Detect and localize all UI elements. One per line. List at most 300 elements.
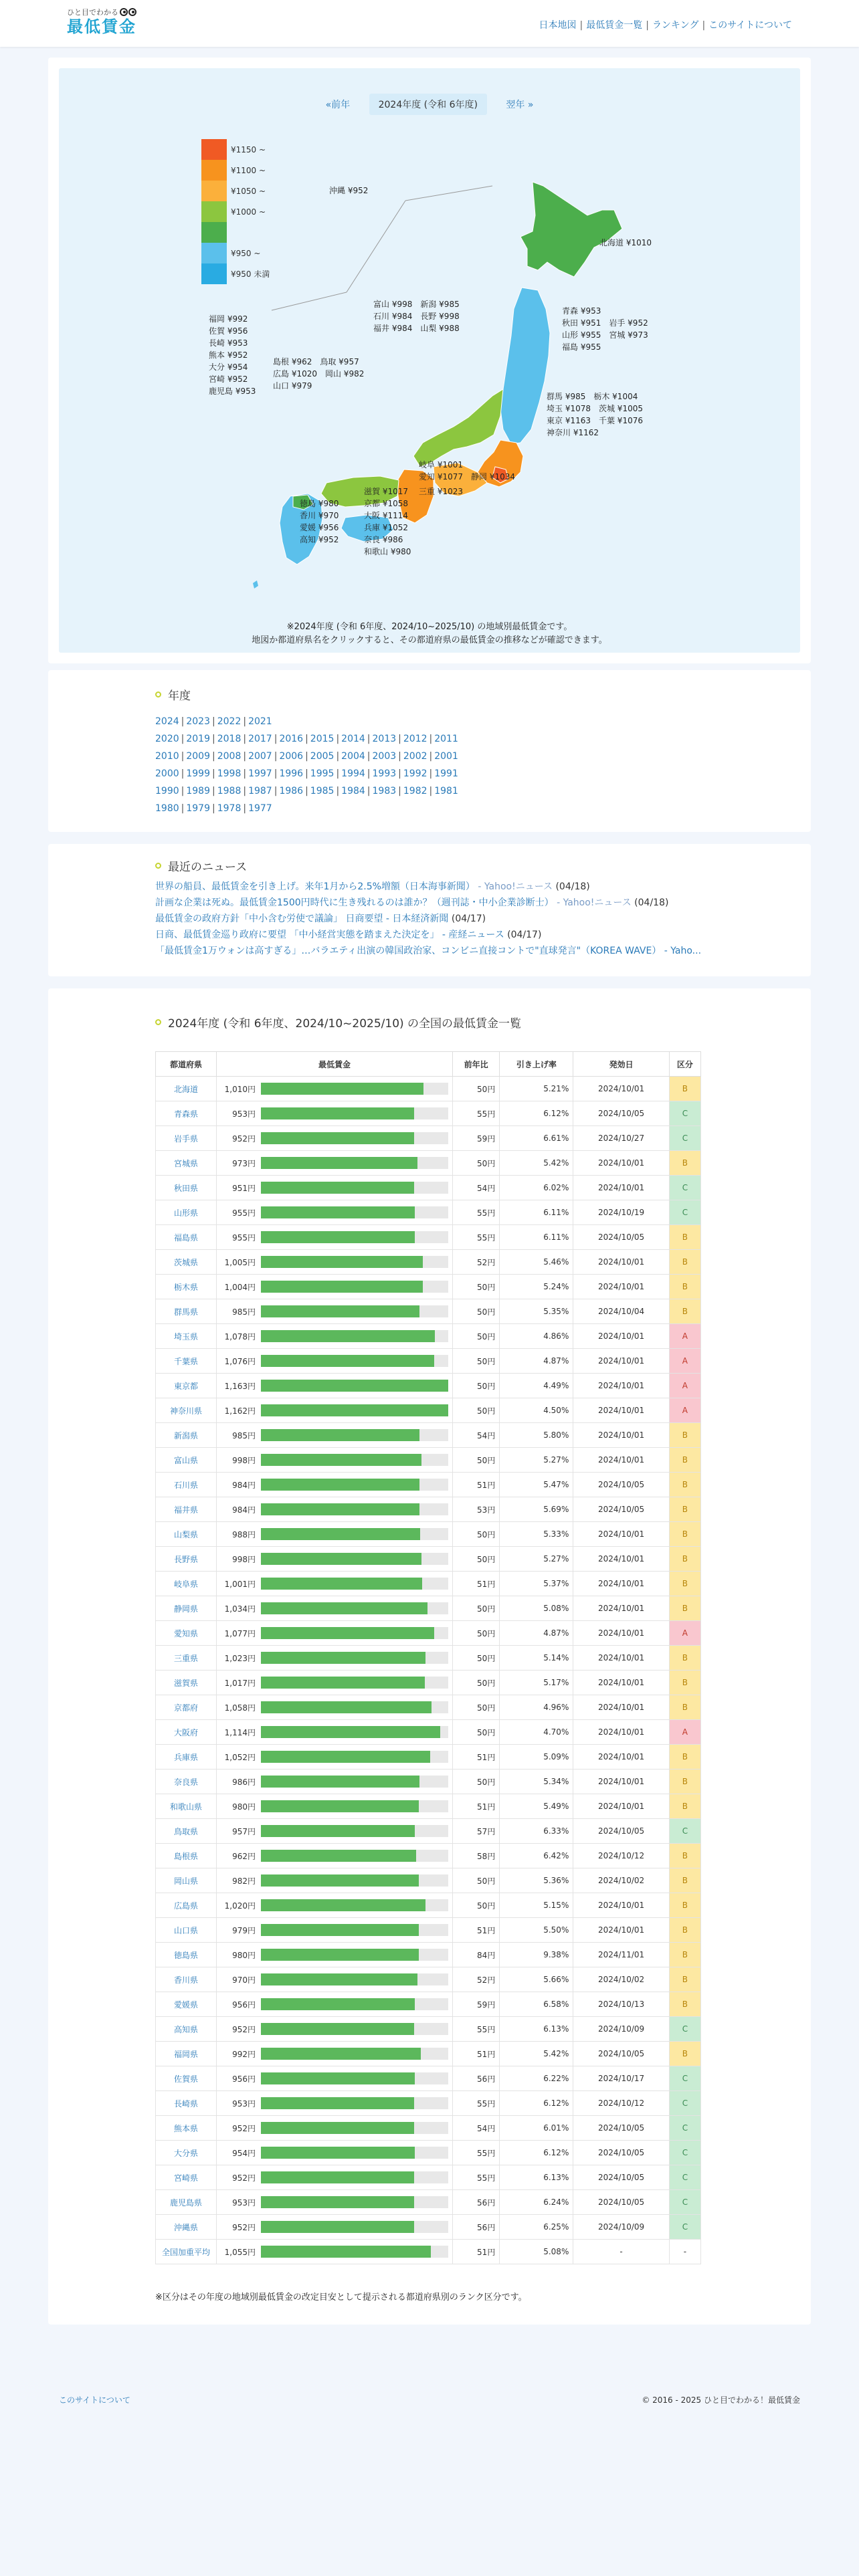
rank-cell: A: [669, 1324, 700, 1349]
prefecture-link[interactable]: 宮崎県: [173, 2173, 198, 2183]
prefecture-cell: [156, 1225, 217, 1250]
effective-date-cell: 2024/10/01: [573, 1720, 669, 1745]
prefecture-link[interactable]: 滋賀県: [173, 1678, 198, 1688]
year-link[interactable]: 2001: [434, 751, 458, 762]
rate-cell: 6.33%: [500, 1819, 573, 1844]
prefecture-link[interactable]: 福岡県: [173, 2049, 198, 2059]
year-link[interactable]: 1978: [217, 803, 242, 814]
rank-cell: B: [669, 1522, 700, 1547]
wage-cell: [217, 1794, 453, 1819]
wage-bar: [261, 1503, 448, 1515]
rate-cell: 4.96%: [500, 1695, 573, 1720]
nav-japan-map[interactable]: 日本地図: [539, 20, 577, 31]
table-row: [156, 1572, 701, 1596]
separator: |: [181, 716, 185, 727]
year-link[interactable]: 1998: [217, 768, 242, 779]
increase-cell: 84円: [453, 1943, 500, 1967]
news-link[interactable]: 「最低賃金1万ウォンは高すぎる」…バラエティ出演の韓国政治家、コンビニ直接コントで"直球発言"（KOREA WAVE） - Yaho...: [155, 946, 702, 956]
prefecture-link[interactable]: 愛媛県: [173, 2000, 198, 2010]
wage-cell: [217, 1101, 453, 1126]
year-link[interactable]: 1988: [217, 786, 242, 796]
news-date: (04/18): [553, 881, 590, 892]
separator: |: [398, 751, 401, 762]
rank-cell: B: [669, 1423, 700, 1448]
wage-bar-fill: [261, 1701, 432, 1713]
wage-bar: [261, 2221, 448, 2233]
wage-bar-fill: [261, 1751, 430, 1763]
rate-cell: 5.17%: [500, 1671, 573, 1695]
site-header: [0, 0, 859, 47]
legend-label: ¥1000 ~: [231, 207, 266, 217]
increase-cell: 51円: [453, 1572, 500, 1596]
column-header[interactable]: 前年比: [453, 1052, 500, 1077]
prefecture-link[interactable]: 石川県: [173, 1480, 198, 1490]
year-link[interactable]: 1977: [248, 803, 272, 814]
wage-value: 952円: [232, 2123, 256, 2133]
prefecture-link[interactable]: 岩手県: [173, 1134, 198, 1144]
prefecture-link[interactable]: 富山県: [173, 1455, 198, 1465]
prefecture-cell: [156, 1769, 217, 1794]
year-link[interactable]: 2009: [186, 751, 210, 762]
year-row: [155, 730, 458, 748]
table-row: [156, 2042, 701, 2066]
prefecture-cell: [156, 2017, 217, 2042]
wage-bar-fill: [261, 2171, 414, 2183]
rate-cell: 5.42%: [500, 1151, 573, 1176]
rank-cell: C: [669, 2190, 700, 2215]
effective-date-cell: 2024/10/05: [573, 2042, 669, 2066]
wage-cell: [217, 1745, 453, 1769]
prefecture-link[interactable]: 徳島県: [173, 1950, 198, 1960]
news-section: [48, 844, 811, 976]
table-row: [156, 1646, 701, 1671]
wage-value: 985円: [232, 1307, 256, 1317]
increase-cell: 55円: [453, 1200, 500, 1225]
year-link[interactable]: 1983: [372, 786, 397, 796]
prefecture-link[interactable]: 山形県: [173, 1208, 198, 1218]
year-link[interactable]: 2003: [372, 751, 397, 762]
prefecture-link[interactable]: 秋田県: [173, 1183, 198, 1193]
year-link[interactable]: 2000: [155, 768, 179, 779]
year-link[interactable]: 1997: [248, 768, 272, 779]
table-row: [156, 1374, 701, 1398]
table-row: [156, 1423, 701, 1448]
separator: |: [398, 786, 401, 796]
year-link[interactable]: 2021: [248, 716, 272, 727]
wage-bar: [261, 2147, 448, 2159]
wage-cell: [217, 2165, 453, 2190]
prefecture-link[interactable]: 岐阜県: [173, 1579, 198, 1589]
logo-tagline-row: [67, 7, 136, 17]
wage-bar-fill: [261, 1479, 419, 1491]
prefecture-link[interactable]: 大阪府: [173, 1727, 198, 1737]
increase-cell: 51円: [453, 1794, 500, 1819]
nav-wage-list[interactable]: 最低賃金一覧: [586, 20, 643, 31]
effective-date-cell: 2024/10/01: [573, 1769, 669, 1794]
increase-cell: 55円: [453, 2165, 500, 2190]
prefecture-cell: [156, 2240, 217, 2264]
wage-cell: [217, 1374, 453, 1398]
effective-date-cell: 2024/10/01: [573, 1596, 669, 1621]
rank-cell: B: [669, 1077, 700, 1101]
effective-date-cell: 2024/10/09: [573, 2017, 669, 2042]
wage-value: 1,010円: [224, 1084, 256, 1094]
year-link[interactable]: 2007: [248, 751, 272, 762]
year-link[interactable]: 2002: [403, 751, 427, 762]
label-hokkaido[interactable]: 北海道 ¥1010: [599, 238, 652, 247]
rate-cell: 5.66%: [500, 1967, 573, 1992]
year-link[interactable]: 2011: [434, 734, 458, 744]
rank-cell: C: [669, 2141, 700, 2165]
map-note: [59, 621, 800, 647]
wage-value: 954円: [232, 2148, 256, 2158]
wage-bar: [261, 1256, 448, 1268]
prefecture-link[interactable]: 広島県: [173, 1901, 198, 1911]
table-row: [156, 1720, 701, 1745]
wage-bar: [261, 1206, 448, 1218]
wage-bar-fill: [261, 1083, 423, 1095]
wage-value: 955円: [232, 1208, 256, 1218]
wage-cell: [217, 1423, 453, 1448]
prefecture-link[interactable]: 宮城県: [173, 1158, 198, 1168]
prefecture-link[interactable]: 鹿児島県: [169, 2197, 202, 2208]
prefecture-cell: [156, 1398, 217, 1423]
year-link[interactable]: 1989: [186, 786, 210, 796]
rate-cell: 5.69%: [500, 1497, 573, 1522]
prefecture-link[interactable]: 山梨県: [173, 1529, 198, 1539]
year-link[interactable]: 2017: [248, 734, 272, 744]
rate-cell: 5.24%: [500, 1275, 573, 1299]
prefecture-link[interactable]: 大分県: [173, 2148, 198, 2158]
wage-bar: [261, 2196, 448, 2208]
prefecture-cell: [156, 1275, 217, 1299]
label-shikoku[interactable]: 徳島 ¥980 香川 ¥970 愛媛 ¥956 高知 ¥952: [300, 499, 339, 544]
wage-value: 998円: [232, 1455, 256, 1465]
label-kinki[interactable]: 滋賀 ¥1017 京都 ¥1058 大阪 ¥1114 兵庫 ¥1052 奈良 ¥986 和歌山 ¥980: [364, 487, 411, 556]
increase-cell: 50円: [453, 1349, 500, 1374]
wage-cell: [217, 1151, 453, 1176]
rank-cell: C: [669, 1819, 700, 1844]
news-source: - Yahoo!ニュース: [553, 897, 632, 908]
label-mie[interactable]: 三重 ¥1023: [419, 487, 463, 496]
news-link[interactable]: 計画な企業は死ぬ。最低賃金1500円時代に生き残れるのは誰か？（週刊誌・中小企業診断士）: [155, 897, 554, 908]
label-hokuriku[interactable]: 富山 ¥998 新潟 ¥985 石川 ¥984 長野 ¥998 福井 ¥984 山梨 ¥988: [373, 300, 460, 333]
news-link[interactable]: 日商、最低賃金巡り政府に要望 「中小経営実態を踏まえた決定を」 - 産経ニュース: [155, 930, 504, 940]
rate-cell: 5.09%: [500, 1745, 573, 1769]
prefecture-link[interactable]: 香川県: [173, 1975, 198, 1985]
rate-cell: 5.15%: [500, 1893, 573, 1918]
table-row: [156, 1745, 701, 1769]
prefecture-link[interactable]: 東京都: [173, 1381, 198, 1391]
year-row: [155, 782, 458, 800]
wage-bar-fill: [261, 2196, 414, 2208]
map-okinawa: [253, 580, 258, 588]
separator: |: [212, 716, 215, 727]
year-link[interactable]: 1980: [155, 803, 179, 814]
prefecture-link[interactable]: 佐賀県: [173, 2074, 198, 2084]
eyes-icon: [120, 8, 136, 16]
wage-cell: [217, 1349, 453, 1374]
wage-bar-fill: [261, 1949, 419, 1961]
prefecture-link[interactable]: 鳥取県: [173, 1826, 198, 1836]
wage-cell: [217, 1992, 453, 2017]
rate-cell: 6.13%: [500, 2017, 573, 2042]
year-link[interactable]: 1991: [434, 768, 458, 779]
effective-date-cell: 2024/10/01: [573, 1398, 669, 1423]
prefecture-link[interactable]: 三重県: [173, 1653, 198, 1663]
wage-bar-fill: [261, 1256, 423, 1268]
year-link[interactable]: 2016: [279, 734, 304, 744]
label-kanto[interactable]: 群馬 ¥985 栃木 ¥1004 埼玉 ¥1078 茨城 ¥1005 東京 ¥1163 千葉 ¥1076 神奈川 ¥1162: [547, 392, 643, 437]
wage-value: 1,055円: [224, 2247, 256, 2257]
year-link[interactable]: 1990: [155, 786, 179, 796]
prefecture-link[interactable]: 群馬県: [173, 1307, 198, 1317]
wage-value: 1,052円: [224, 1752, 256, 1762]
prefecture-cell: [156, 1943, 217, 1967]
rank-cell: B: [669, 1275, 700, 1299]
prefecture-link[interactable]: 新潟県: [173, 1430, 198, 1440]
prefecture-link[interactable]: 愛知県: [173, 1628, 198, 1638]
increase-cell: 50円: [453, 1769, 500, 1794]
column-header[interactable]: 最低賃金: [217, 1052, 453, 1077]
wage-cell: [217, 1275, 453, 1299]
wage-table-section: [48, 988, 811, 2325]
year-link[interactable]: 1979: [186, 803, 210, 814]
table-row: [156, 1671, 701, 1695]
rate-cell: 6.11%: [500, 1200, 573, 1225]
news-item: [155, 927, 717, 943]
year-link[interactable]: 2004: [341, 751, 365, 762]
wage-value: 1,058円: [224, 1703, 256, 1713]
increase-cell: 55円: [453, 1225, 500, 1250]
prefecture-link[interactable]: 長野県: [173, 1554, 198, 1564]
year-link[interactable]: 2020: [155, 734, 179, 744]
year-link[interactable]: 2013: [372, 734, 397, 744]
rank-cell: B: [669, 1547, 700, 1572]
label-chugoku[interactable]: 島根 ¥962 鳥取 ¥957 広島 ¥1020 岡山 ¥982 山口 ¥979: [273, 357, 365, 391]
bullet-icon: [155, 691, 161, 697]
wage-bar-fill: [261, 2147, 415, 2159]
rate-cell: 4.87%: [500, 1349, 573, 1374]
japan-map[interactable]: [59, 68, 800, 653]
wage-bar: [261, 1553, 448, 1565]
year-link[interactable]: 2015: [310, 734, 335, 744]
table-row: [156, 1522, 701, 1547]
year-link[interactable]: 2005: [310, 751, 335, 762]
rate-cell: 6.22%: [500, 2066, 573, 2091]
nav-about[interactable]: このサイトについて: [708, 20, 792, 31]
effective-date-cell: 2024/10/17: [573, 2066, 669, 2091]
year-link[interactable]: 2014: [341, 734, 365, 744]
table-row: [156, 1324, 701, 1349]
prefecture-cell: [156, 1572, 217, 1596]
prefecture-link[interactable]: 埼玉県: [173, 1331, 198, 1341]
label-kyushu[interactable]: 福岡 ¥992 佐賀 ¥956 長崎 ¥953 熊本 ¥952 大分 ¥954 宮崎 ¥952 鹿児島 ¥953: [209, 314, 256, 396]
year-link[interactable]: 2022: [217, 716, 242, 727]
wage-bar: [261, 1800, 448, 1812]
effective-date-cell: 2024/10/01: [573, 1176, 669, 1200]
prefecture-link[interactable]: 奈良県: [173, 1777, 198, 1787]
prefecture-link[interactable]: 沖縄県: [173, 2222, 198, 2232]
wage-value: 1,017円: [224, 1678, 256, 1688]
prefecture-link[interactable]: 京都府: [173, 1703, 198, 1713]
wage-cell: [217, 1497, 453, 1522]
rate-cell: 5.50%: [500, 1918, 573, 1943]
effective-date-cell: 2024/10/01: [573, 1646, 669, 1671]
prefecture-link[interactable]: 全国加重平均: [161, 2247, 210, 2257]
rate-cell: 6.12%: [500, 2141, 573, 2165]
year-link[interactable]: 2019: [186, 734, 210, 744]
increase-cell: 50円: [453, 1522, 500, 1547]
wage-value: 984円: [232, 1505, 256, 1515]
wage-bar: [261, 1825, 448, 1837]
separator: |: [367, 768, 371, 779]
wage-bar: [261, 1578, 448, 1590]
wage-value: 970円: [232, 1975, 256, 1985]
news-link[interactable]: 最低賃金の政府方針「中小含む労使で議論」 日商要望 - 日本経済新聞: [155, 914, 449, 924]
column-header[interactable]: 都道府県: [156, 1052, 217, 1077]
prefecture-link[interactable]: 岡山県: [173, 1876, 198, 1886]
increase-cell: 50円: [453, 1646, 500, 1671]
table-row: [156, 1250, 701, 1275]
year-link[interactable]: 1987: [248, 786, 272, 796]
prefecture-link[interactable]: 静岡県: [173, 1604, 198, 1614]
bullet-icon: [155, 863, 161, 869]
prefecture-link[interactable]: 福井県: [173, 1505, 198, 1515]
prefecture-link[interactable]: 島根県: [173, 1851, 198, 1861]
table-row: [156, 1596, 701, 1621]
year-link[interactable]: 2010: [155, 751, 179, 762]
wage-bar: [261, 1627, 448, 1639]
prefecture-link[interactable]: 高知県: [173, 2024, 198, 2034]
wage-value: 1,114円: [224, 1727, 256, 1737]
rank-cell: C: [669, 2066, 700, 2091]
year-link[interactable]: 2006: [279, 751, 304, 762]
rank-cell: A: [669, 1349, 700, 1374]
rank-cell: B: [669, 1671, 700, 1695]
effective-date-cell: 2024/10/01: [573, 1151, 669, 1176]
separator: |: [274, 786, 278, 796]
prefecture-link[interactable]: 茨城県: [173, 1257, 198, 1267]
table-row: [156, 2240, 701, 2264]
wage-bar-fill: [261, 1899, 425, 1911]
year-link[interactable]: 1986: [279, 786, 304, 796]
year-link[interactable]: 2018: [217, 734, 242, 744]
site-logo[interactable]: [67, 7, 136, 36]
year-link[interactable]: 2012: [403, 734, 427, 744]
effective-date-cell: 2024/10/05: [573, 2165, 669, 2190]
separator: |: [367, 751, 371, 762]
year-link[interactable]: 1994: [341, 768, 365, 779]
wage-bar-fill: [261, 1355, 434, 1367]
label-okinawa[interactable]: 沖縄 ¥952: [329, 186, 369, 195]
prefecture-link[interactable]: 熊本県: [173, 2123, 198, 2133]
year-link[interactable]: 1999: [186, 768, 210, 779]
prefecture-link[interactable]: 千葉県: [173, 1356, 198, 1366]
wage-bar: [261, 1157, 448, 1169]
prefecture-cell: [156, 1794, 217, 1819]
bullet-icon: [155, 1019, 161, 1025]
year-link[interactable]: 1982: [403, 786, 427, 796]
table-row: [156, 1893, 701, 1918]
label-tohoku[interactable]: 青森 ¥953 秋田 ¥951 岩手 ¥952 山形 ¥955 宮城 ¥973 福島 ¥955: [562, 306, 648, 352]
year-link[interactable]: 2008: [217, 751, 242, 762]
wage-value: 953円: [232, 1109, 256, 1119]
wage-cell: [217, 2091, 453, 2116]
prefecture-link[interactable]: 和歌山県: [169, 1802, 202, 1812]
prev-year-link[interactable]: «前年: [325, 100, 351, 110]
year-link[interactable]: 2024: [155, 716, 179, 727]
prefecture-link[interactable]: 栃木県: [173, 1282, 198, 1292]
year-link[interactable]: 1993: [372, 768, 397, 779]
table-row: [156, 1992, 701, 2017]
column-header[interactable]: 引き上げ率: [500, 1052, 573, 1077]
year-links: [155, 713, 458, 817]
prefecture-cell: [156, 2165, 217, 2190]
wage-cell: [217, 2240, 453, 2264]
effective-date-cell: 2024/10/01: [573, 1324, 669, 1349]
rate-cell: 5.49%: [500, 1794, 573, 1819]
prefecture-cell: [156, 1473, 217, 1497]
year-link[interactable]: 1985: [310, 786, 335, 796]
increase-cell: 51円: [453, 1745, 500, 1769]
year-link[interactable]: 1996: [279, 768, 304, 779]
prefecture-link[interactable]: 青森県: [173, 1109, 198, 1119]
separator: |: [398, 768, 401, 779]
increase-cell: 53円: [453, 1497, 500, 1522]
prefecture-link[interactable]: 神奈川県: [169, 1406, 202, 1416]
prefecture-link[interactable]: 長崎県: [173, 2099, 198, 2109]
column-header[interactable]: 区分: [669, 1052, 700, 1077]
wage-bar-fill: [261, 1107, 414, 1119]
map-chubu: [413, 389, 503, 467]
year-link[interactable]: 1992: [403, 768, 427, 779]
increase-cell: 51円: [453, 1918, 500, 1943]
news-item: [155, 895, 717, 911]
wage-cell: [217, 2066, 453, 2091]
nav-ranking[interactable]: ランキング: [652, 20, 699, 31]
increase-cell: 56円: [453, 2066, 500, 2091]
year-link[interactable]: 1981: [434, 786, 458, 796]
year-link[interactable]: 1995: [310, 768, 335, 779]
rate-cell: 5.34%: [500, 1769, 573, 1794]
effective-date-cell: 2024/10/01: [573, 1349, 669, 1374]
prefecture-link[interactable]: 福島県: [173, 1232, 198, 1243]
prefecture-cell: [156, 1250, 217, 1275]
footer-about-link[interactable]: このサイトについて: [59, 2395, 130, 2405]
year-link[interactable]: 1984: [341, 786, 365, 796]
prefecture-link[interactable]: 兵庫県: [173, 1752, 198, 1762]
table-row: [156, 1200, 701, 1225]
wage-table: [155, 1051, 701, 2264]
prefecture-link[interactable]: 山口県: [173, 1925, 198, 1935]
rank-cell: C: [669, 2116, 700, 2141]
column-header[interactable]: 発効日: [573, 1052, 669, 1077]
table-row: [156, 2190, 701, 2215]
wage-cell: [217, 1844, 453, 1868]
prefecture-link[interactable]: 北海道: [173, 1084, 198, 1094]
increase-cell: 51円: [453, 1473, 500, 1497]
year-link[interactable]: 2023: [186, 716, 210, 727]
prefecture-cell: [156, 1621, 217, 1646]
wage-value: 952円: [232, 2222, 256, 2232]
rank-cell: B: [669, 1596, 700, 1621]
map-panel: [59, 68, 800, 653]
table-row: [156, 1349, 701, 1374]
next-year-link[interactable]: 翌年 »: [506, 100, 534, 110]
news-link[interactable]: 世界の船員、最低賃金を引き上げ。来年1月から2.5%増額（日本海事新聞）: [155, 881, 475, 892]
label-tokai[interactable]: 岐阜 ¥1001 愛知 ¥1077 静岡 ¥1034: [419, 460, 515, 481]
